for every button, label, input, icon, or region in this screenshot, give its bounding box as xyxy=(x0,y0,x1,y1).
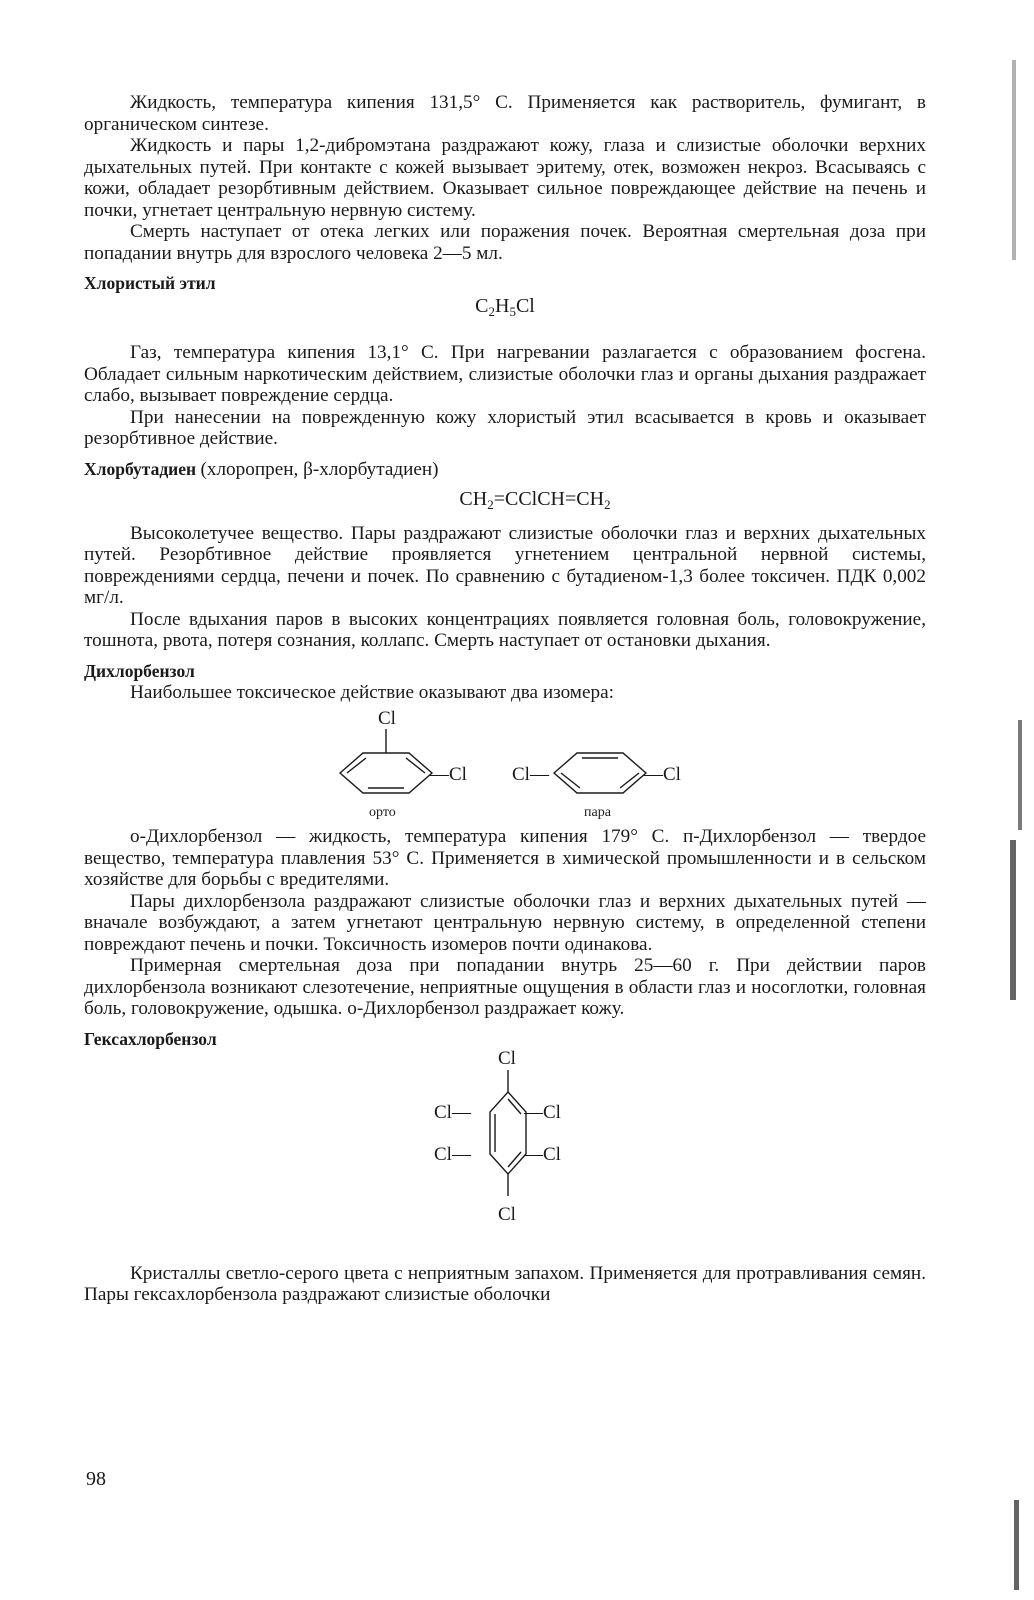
paragraph: После вдыхания паров в высоких концентрациях появляется головная боль, головокружение, тошнота, рвота, потеря сознания, коллапс. Смерть наступает от остановки дыхания. xyxy=(84,608,926,651)
substituent-label: Cl— xyxy=(434,1143,471,1165)
substituent-label: Cl— xyxy=(434,1101,471,1123)
isomer-label-ortho: орто xyxy=(369,805,396,820)
ortho-isomer xyxy=(340,708,467,820)
substituent-label: Cl— xyxy=(512,764,549,785)
hexachlorobenzene-structure xyxy=(84,1050,926,1228)
scan-edge-mark xyxy=(1018,720,1022,830)
paragraph: Примерная смертельная доза при попадании внутрь 25—60 г. При действии паров дихлорбензола возникают слезотечение, неприятные ощущения в области глаз и носоглотки, головная боль, головокружение, одышка. о-Дихлорбензол раздражает кожу. xyxy=(84,955,926,1019)
para-isomer xyxy=(512,753,681,820)
section-heading-ethyl-chloride: Хлористый этил xyxy=(84,273,216,293)
atom-label-cl: Cl xyxy=(498,1203,516,1225)
scan-edge-mark xyxy=(1014,1500,1019,1590)
paragraph: Пары дихлорбензола раздражают слизистые оболочки глаз и верхних дыхательных путей — вначале возбуждают, а затем угнетают центральную нервную систему, в определенной степени повреждают печень и почки. Токсичность изомеров почти одинакова. xyxy=(84,890,926,955)
paragraph: При нанесении на поврежденную кожу хлористый этил всасывается в кровь и оказывает резорбтивное действие. xyxy=(84,406,926,449)
paragraph: Смерть наступает от отека легких или поражения почек. Вероятная смертельная доза при попадании внутрь для взрослого человека 2—5 мл. xyxy=(84,221,926,264)
formula-chloroprene: $CH_2=CClCH=CH_2$ xyxy=(459,487,611,512)
paragraph: Жидкость и пары 1,2-дибромэтана раздражают кожу, глаза и слизистые оболочки верхних дыхательных путей. При контакте с кожей вызывает эритему, отек, возможен некроз. Всасываясь с кожи, обладает резорбтивным действием. Оказывает сильное повреждающее действие на печень и почки, угнетает центральную нервную систему. xyxy=(84,135,926,221)
paragraph: Кристаллы светло-серого цвета с неприятным запахом. Применяется для протравливания семян. Пары гексахлорбензола раздражают слизистые оболочки xyxy=(84,1262,926,1305)
heading-synonyms: (хлоропрен, β-хлорбутадиен) xyxy=(200,458,439,480)
paragraph: Газ, температура кипения 13,1° С. При нагревании разлагается с образованием фосгена. Обладает сильным наркотическим действием, слизистые оболочки глаз и органы дыхания раздражает слабо, вызывает повреждение сердца. xyxy=(84,342,926,406)
scan-edge-mark xyxy=(1010,840,1016,1000)
paragraph: Наибольшее токсическое действие оказывают два изомера: xyxy=(130,681,614,703)
dichlorobenzene-isomers-structure xyxy=(84,703,926,821)
scan-edge-mark xyxy=(1012,60,1016,260)
isomer-label-para: пара xyxy=(584,805,611,820)
paragraph: Высоколетучее вещество. Пары раздражают слизистые оболочки глаз и верхних дыхательных путей. Резорбтивное действие проявляется угнетением центральной нервной системы, повреждениями сердца, печени и почек. По сравнению с бутадиеном-1,3 более токсичен. ПДК 0,002 мг/л. xyxy=(84,522,926,608)
section-heading-dichlorobenzene: Дихлорбензол xyxy=(84,660,195,681)
atom-label-cl: Cl xyxy=(498,1049,516,1069)
atom-label-cl: Cl xyxy=(378,708,396,729)
page-number: 98 xyxy=(86,1468,106,1490)
paragraph: Жидкость, температура кипения 131,5° С. Применяется как растворитель, фумигант, в органическом синтезе. xyxy=(84,92,926,135)
substituent-label: —Cl xyxy=(430,764,467,785)
formula-ethyl-chloride: $C_2H_5Cl$ xyxy=(475,295,535,319)
section-heading-chlorobutadiene: Хлорбутадиен (хлоропрен, β-хлорбутадиен) xyxy=(84,458,439,480)
substituent-label: —Cl xyxy=(524,1143,561,1165)
page-body xyxy=(84,92,926,1306)
section-heading-hexachlorobenzene: Гексахлорбензол xyxy=(84,1028,217,1049)
paragraph: о-Дихлорбензол — жидкость, температура кипения 179° С. п-Дихлорбензол — твердое вещество, температура плавления 53° С. Применяется в химической промышленности и в сельском хозяйстве для борьбы с вредителями. xyxy=(84,826,926,890)
substituent-label: —Cl xyxy=(644,764,681,785)
substituent-label: —Cl xyxy=(524,1101,561,1123)
